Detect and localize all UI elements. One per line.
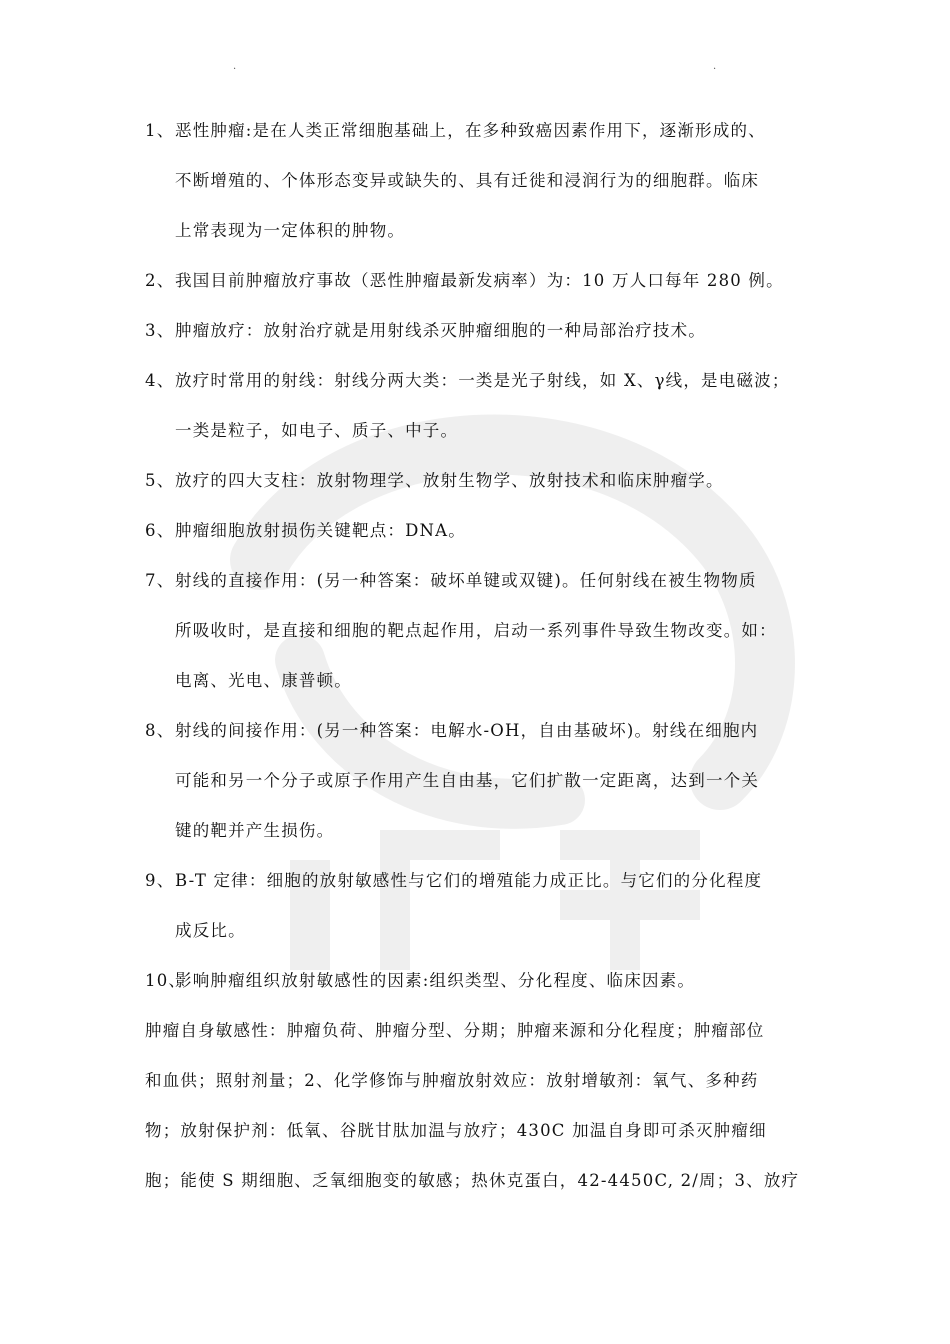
list-item-text: 放疗时常用的射线：射线分两大类：一类是光子射线，如 X、γ线，是电磁波；	[175, 371, 790, 390]
list-item-text: 肿瘤放疗：放射治疗就是用射线杀灭肿瘤细胞的一种局部治疗技术。	[175, 321, 706, 340]
list-item-continuation-line: 上常表现为一定体积的肿物。	[175, 221, 406, 240]
list-item-continuation-line: 成反比。	[175, 921, 246, 940]
list-item-text: B-T 定律：细胞的放射敏感性与它们的增殖能力成正比。与它们的分化程度	[175, 871, 763, 890]
paragraph-line: 和血供；照射剂量；2、化学修饰与肿瘤放射效应：放射增敏剂：氧气、多种药	[145, 1071, 759, 1090]
paragraph-line: 物；放射保护剂：低氧、谷胱甘肽加温与放疗；430C 加温自身即可杀灭肿瘤细	[145, 1121, 767, 1140]
list-item-continuation-line: 所吸收时，是直接和细胞的靶点起作用，启动一系列事件导致生物改变。如：	[175, 621, 777, 640]
list-item	[145, 356, 820, 456]
list-item-number: 6、	[145, 521, 175, 540]
body-paragraph	[145, 1006, 820, 1206]
list-item-first-line	[145, 856, 820, 906]
list-item-number: 1、	[145, 121, 175, 140]
paragraph-line: 肿瘤自身敏感性：肿瘤负荷、肿瘤分型、分期；肿瘤来源和分化程度；肿瘤部位	[145, 1021, 765, 1040]
list-item-continuation-line: 电离、光电、康普顿。	[175, 671, 352, 690]
list-item-first-line	[145, 556, 820, 606]
list-item	[145, 456, 820, 506]
list-item-continuation-line: 键的靶并产生损伤。	[175, 821, 335, 840]
list-item-first-line	[145, 506, 820, 556]
header-dot-right: .	[713, 61, 717, 72]
list-item	[145, 106, 820, 256]
list-item-text: 肿瘤细胞放射损伤关键靶点：DNA。	[175, 521, 466, 540]
list-item	[145, 556, 820, 706]
list-item-number: 10、	[145, 971, 187, 990]
list-item	[145, 506, 820, 556]
list-item-first-line	[145, 706, 820, 756]
list-item-continuation-line: 一类是粒子，如电子、质子、中子。	[175, 421, 459, 440]
list-item-text: 恶性肿瘤:是在人类正常细胞基础上，在多种致癌因素作用下，逐渐形成的、	[175, 121, 766, 140]
header-dot-left: .	[233, 61, 237, 72]
list-item	[145, 856, 820, 956]
list-item-number: 2、	[145, 271, 175, 290]
list-item-number: 3、	[145, 321, 175, 340]
list-item-first-line	[145, 306, 820, 356]
list-item-text: 我国目前肿瘤放疗事故（恶性肿瘤最新发病率）为：10 万人口每年 280 例。	[175, 271, 784, 290]
list-item	[145, 306, 820, 356]
list-item	[145, 956, 820, 1006]
list-item-continuation-line: 不断增殖的、个体形态变异或缺失的、具有迁徙和浸润行为的细胞群。临床	[175, 171, 760, 190]
list-item-number: 5、	[145, 471, 175, 490]
list-item-number: 9、	[145, 871, 175, 890]
list-item	[145, 706, 820, 856]
list-item	[145, 256, 820, 306]
list-item-text: 影响肿瘤组织放射敏感性的因素:组织类型、分化程度、临床因素。	[175, 971, 696, 990]
list-item-continuation-line: 可能和另一个分子或原子作用产生自由基，它们扩散一定距离，达到一个关	[175, 771, 760, 790]
paragraph-line: 胞；能使 S 期细胞、乏氧细胞变的敏感；热休克蛋白，42-4450C, 2/周；3、放疗	[145, 1171, 800, 1190]
list-item-text: 放疗的四大支柱：放射物理学、放射生物学、放射技术和临床肿瘤学。	[175, 471, 724, 490]
list-item-first-line	[145, 356, 820, 406]
list-item-first-line	[145, 956, 820, 1006]
list-item-number: 7、	[145, 571, 175, 590]
list-item-number: 8、	[145, 721, 175, 740]
list-item-first-line	[145, 106, 820, 156]
list-item-text: 射线的直接作用：(另一种答案：破坏单键或双键)。任何射线在被生物物质	[175, 571, 757, 590]
list-item-number: 4、	[145, 371, 175, 390]
document-body	[145, 106, 820, 1206]
list-item-first-line	[145, 456, 820, 506]
list-item-text: 射线的间接作用：(另一种答案：电解水-OH，自由基破坏)。射线在细胞内	[175, 721, 759, 740]
list-item-first-line	[145, 256, 820, 306]
